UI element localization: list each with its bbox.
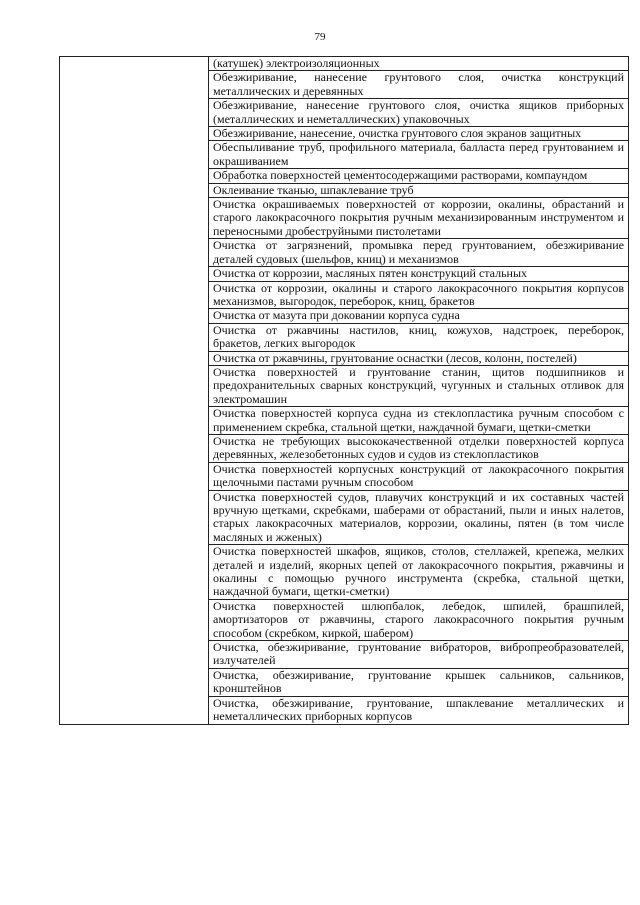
work-description-cell: Очистка от мазута при доковании корпуса судна <box>209 309 629 323</box>
work-description-cell: Обезжиривание, нанесение грунтового слоя, очистка ящиков приборных (металлических и неметаллических) упаковочных <box>209 99 629 127</box>
work-table <box>59 56 629 725</box>
work-description-cell: Очистка поверхностей и грунтование станин, щитов подшипников и предохранительных сварных конструкций, чугунных и стальных отливок для электромашин <box>209 365 629 406</box>
work-description-cell: (катушек) электроизоляционных <box>209 57 629 71</box>
table-row <box>60 57 629 71</box>
work-description-cell: Очистка поверхностей судов, плавучих конструкций и их составных частей вручную щетками, скребками, шаберами от обрастаний, пыли и иных налетов, старых лакокрасочных материалов, коррозии, окалины, пятен (в том числе масляных и жженых) <box>209 490 629 545</box>
work-description-cell: Очистка поверхностей корпуса судна из стеклопластика ручным способом с применением скребка, стальной щетки, наждачной бумаги, щетки-сметки <box>209 407 629 435</box>
work-description-cell: Очистка поверхностей корпусных конструкций от лакокрасочного покрытия щелочными пастами ручным способом <box>209 462 629 490</box>
work-description-cell: Очистка от коррозии, окалины и старого лакокрасочного покрытия корпусов механизмов, выгородок, переборок, книц, бракетов <box>209 281 629 309</box>
work-description-cell: Очистка окрашиваемых поверхностей от коррозии, окалины, обрастаний и старого лакокрасочного покрытия ручным механизированным инструментом и переносными дробеструйными пистолетами <box>209 198 629 239</box>
work-description-cell: Обезжиривание, нанесение грунтового слоя, очистка конструкций металлических и деревянных <box>209 71 629 99</box>
work-description-cell: Очистка, обезжиривание, грунтование крышек сальников, сальников, кронштейнов <box>209 668 629 696</box>
work-table-body <box>60 57 629 725</box>
work-description-cell: Очистка, обезжиривание, грунтование, шпаклевание металлических и неметаллических приборных корпусов <box>209 696 629 724</box>
work-description-cell: Очистка от ржавчины, грунтование оснастки (лесов, колонн, постелей) <box>209 351 629 365</box>
work-description-cell: Очистка от ржавчины настилов, книц, кожухов, надстроек, переборок, бракетов, легких выгородок <box>209 323 629 351</box>
page-number: 79 <box>314 31 326 43</box>
work-description-cell: Обработка поверхностей цементосодержащими растворами, компаундом <box>209 169 629 183</box>
category-cell <box>60 57 209 725</box>
work-table-container <box>59 56 628 725</box>
work-description-cell: Оклеивание тканью, шпаклевание труб <box>209 183 629 197</box>
work-description-cell: Очистка, обезжиривание, грунтование вибраторов, вибропреобразователей, излучателей <box>209 641 629 669</box>
work-description-cell: Очистка от загрязнений, промывка перед грунтованием, обезжиривание деталей судовых (шельфов, книц) и механизмов <box>209 239 629 267</box>
work-description-cell: Обезжиривание, нанесение, очистка грунтового слоя экранов защитных <box>209 127 629 141</box>
work-description-cell: Очистка от коррозии, масляных пятен конструкций стальных <box>209 267 629 281</box>
work-description-cell: Обеспыливание труб, профильного материала, балласта перед грунтованием и окрашиванием <box>209 141 629 169</box>
work-description-cell: Очистка не требующих высококачественной отделки поверхностей корпуса деревянных, железобетонных судов и судов из стеклопластиков <box>209 434 629 462</box>
work-description-cell: Очистка поверхностей шлюпбалок, лебедок, шпилей, брашпилей, амортизаторов от ржавчины, старого лакокрасочного покрытия ручным способом (скребком, киркой, шабером) <box>209 599 629 640</box>
work-description-cell: Очистка поверхностей шкафов, ящиков, столов, стеллажей, крепежа, мелких деталей и изделий, якорных цепей от лакокрасочного покрытия, ржавчины и окалины с помощью ручного инструмента (скребка, стальной щетки, наждачной бумаги, щетки-сметки) <box>209 545 629 600</box>
